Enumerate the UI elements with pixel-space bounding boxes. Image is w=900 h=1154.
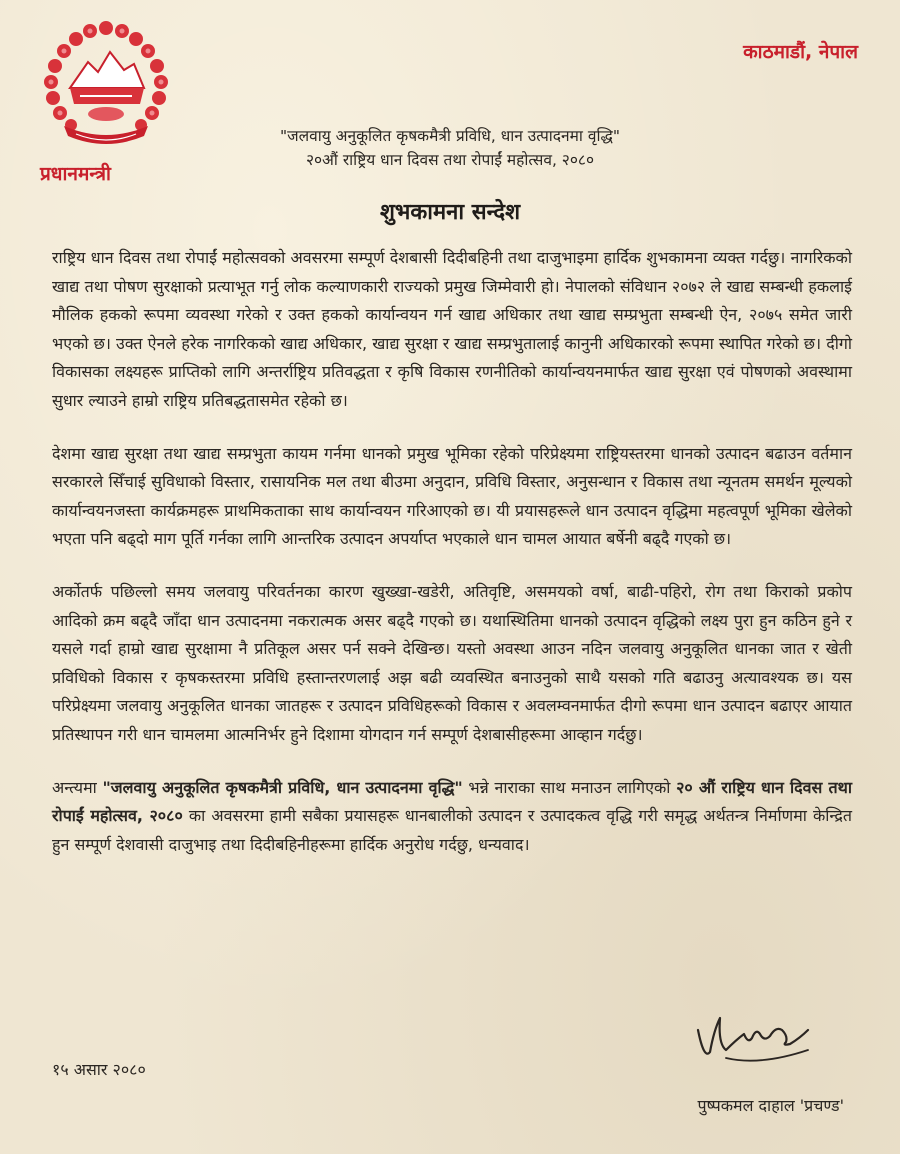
page-title: शुभकामना सन्देश xyxy=(379,200,521,225)
slogan-line-1: "जलवायु अनुकूलित कृषकमैत्री प्रविधि, धान उत्पादनमा वृद्धि" xyxy=(279,127,620,145)
paragraph-3: अर्कोतर्फ पछिल्लो समय जलवायु परिवर्तनका कारण खुख्खा-खडेरी, अतिवृष्टि, असमयको वर्षा, बाढी-पहिरो, रोग तथा किराको प्रकोप आदिको क्रम बढ्दै जाँदा धान उत्पादनमा नकरात्मक असर बढ्दै गएको छ। यथास्थितिमा धानको उत्पादन वृद्धिको लक्ष्य पुरा हुन कठिन हुने र यसले गर्दा हाम्रो खाद्य सुरक्षामा नै प्रतिकूल असर पर्न सक्ने देखिन्छ। यस्तो अवस्था आउन नदिन जलवायु अनुकूलित धानका जात र खेती प्रविधिको विकास र कृषकस्तरमा प्रविधि हस्तान्तरणलाई अझ बढी व्यवस्थित बनाउनुको साथै यसको गति बढाउनु अत्यावश्यक छ। यस परिप्रेक्ष्यमा जलवायु अनुकूलित धानका जातहरू र उत्पादन प्रविधिहरूको विकास र अवलम्वनमार्फत दीगो रूपमा धान उत्पादन बढाएर आयात प्रतिस्थापन गरी धान चामलमा आत्मनिर्भर हुने दिशामा योगदान गर्न सम्पूर्ण देशबासीहरूमा आव्हान गर्दछु। xyxy=(52,581,852,744)
paragraph-4-end: का अवसरमा हामी सबैका प्रयासहरू धानबालीको उत्पादन र उत्पादकत्व वृद्धि गरी समृद्ध अर्थतन्त्र निर्माणमा केन्द्रित हुन सम्पूर्ण देशवासी दाजुभाइ तथा दिदीबहिनीहरूमा हार्दिक अनुरोध गर्दछु, धन्यवाद। xyxy=(52,806,852,854)
paragraph-2: देशमा खाद्य सुरक्षा तथा खाद्य सम्प्रभुता कायम गर्नमा धानको प्रमुख भूमिका रहेको परिप्रेक्ष्यमा राष्ट्रियस्तरमा धानको उत्पादन बढाउन वर्तमान सरकारले सिँचाई सुविधाको विस्तार, रासायनिक मल तथा बीउमा अनुदान, प्रविधि विस्तार, अनुसन्धान र विकास तथा न्यूनतम समर्थन मूल्यको कार्यान्वयनजस्ता कार्यक्रमहरू प्राथमिकताका साथ कार्यान्वयन गरिआएको छ। यी प्रयासहरूले धान उत्पादन वृद्धिमा महत्वपूर्ण भूमिका खेलेको भएता पनि बढ्दो माग पूर्ति गर्नका लागि आन्तरिक उत्पादन अपर्याप्त भएकाले धान चामल आयात बर्षेनी बढ्दै गएको छ। xyxy=(52,443,852,549)
nepal-emblem-icon xyxy=(40,18,172,150)
paragraph-4-intro: अन्त्यमा xyxy=(52,777,103,797)
paragraph-4 xyxy=(52,774,852,860)
message-body xyxy=(52,244,852,883)
place-label: काठमाडौं, नेपाल xyxy=(743,41,858,63)
paragraph-4-mid: भन्ने नाराका साथ मनाउन लागिएको xyxy=(462,777,677,797)
signature-icon xyxy=(690,1000,820,1072)
office-title: प्रधानमन्त्री xyxy=(40,163,111,185)
letter-date: १५ असार २०८० xyxy=(52,1060,146,1079)
signer-name: पुष्पकमल दाहाल 'प्रचण्ड' xyxy=(697,1096,844,1115)
paragraph-4-slogan: "जलवायु अनुकूलित कृषकमैत्री प्रविधि, धान उत्पादनमा वृद्धि" xyxy=(102,777,463,797)
paragraph-1: राष्ट्रिय धान दिवस तथा रोपाईं महोत्सवको अवसरमा सम्पूर्ण देशबासी दिदीबहिनी तथा दाजुभाइमा हार्दिक शुभकामना व्यक्त गर्दछु। नागरिकको खाद्य तथा पोषण सुरक्षाको प्रत्याभूत गर्नु लोक कल्याणकारी राज्यको प्रमुख जिम्मेवारी हो। नेपालको संविधान २०७२ ले खाद्य सम्बन्धी हकलाई मौलिक हकको रूपमा व्यवस्था गरेको र उक्त हकको कार्यान्वयन गर्न खाद्य अधिकार तथा खाद्य सम्प्रभुता सम्बन्धी ऐन, २०७५ समेत जारी भएको छ। उक्त ऐनले हरेक नागरिकको खाद्य अधिकार, खाद्य सुरक्षा र खाद्य सम्प्रभुतालाई कानुनी अधिकारको रूपमा स्थापित गरेको छ। दीगो विकासका लक्ष्यहरू प्राप्तिको लागि अन्तर्राष्ट्रिय प्रतिवद्धता र कृषि विकास रणनीतिको कार्यान्वयनमार्फत खाद्य सुरक्षा एवं पोषणको अवस्थामा सुधार ल्याउने हाम्रो राष्ट्रिय प्रतिबद्धतासमेत रहेको छ। xyxy=(52,248,852,410)
slogan-block xyxy=(180,124,720,172)
slogan-line-2: २०औं राष्ट्रिय धान दिवस तथा रोपाईं महोत्सव, २०८० xyxy=(305,151,595,169)
paragraph-4-event: २० औं राष्ट्रिय धान दिवस तथा रोपाईं महोत्सव, २०८० xyxy=(52,777,852,826)
